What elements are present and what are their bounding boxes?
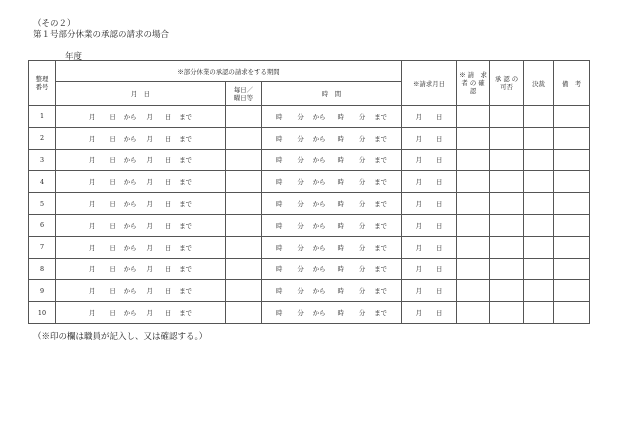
time-range-cell-word: 時 bbox=[275, 200, 283, 209]
form-subtitle: （その２） bbox=[33, 19, 76, 29]
table-row bbox=[29, 127, 590, 149]
time-range-cell-word: 時 bbox=[337, 134, 344, 143]
date-range-cell-word: から bbox=[123, 134, 137, 143]
approval-cell[interactable] bbox=[490, 214, 524, 236]
date-range-cell-word: 月 bbox=[146, 243, 153, 252]
time-range-cell-word: 分 bbox=[297, 221, 304, 230]
time-range-cell-word: まで bbox=[374, 265, 388, 274]
time-range-cell-word: 分 bbox=[297, 112, 304, 121]
date-range-cell[interactable] bbox=[56, 258, 226, 280]
date-range-cell-word: から bbox=[123, 287, 137, 296]
request-date-cell-word: 日 bbox=[436, 309, 443, 318]
time-range-cell-word: まで bbox=[374, 309, 388, 318]
time-range-cell-word: 分 bbox=[358, 156, 366, 165]
time-range-cell-word: 分 bbox=[297, 200, 304, 209]
date-range-cell-word: 月 bbox=[146, 221, 153, 230]
date-range-cell-word: 日 bbox=[164, 112, 172, 121]
request-date-cell-word: 月 bbox=[415, 221, 423, 230]
confirmation-cell[interactable] bbox=[457, 258, 490, 280]
date-range-cell-word: 日 bbox=[109, 178, 116, 187]
table-row bbox=[29, 236, 590, 258]
time-range-cell-word: 分 bbox=[297, 243, 304, 252]
weekday-cell[interactable] bbox=[226, 171, 262, 193]
request-date-cell[interactable] bbox=[402, 214, 457, 236]
date-range-cell-word: まで bbox=[179, 265, 193, 274]
date-range-cell-word: まで bbox=[179, 178, 193, 187]
request-date-cell-word: 日 bbox=[436, 221, 443, 230]
time-range-cell-word: まで bbox=[374, 287, 388, 296]
decision-cell[interactable] bbox=[524, 214, 554, 236]
decision-cell[interactable] bbox=[524, 302, 554, 324]
time-range-cell-word: から bbox=[312, 156, 326, 165]
time-range-cell[interactable] bbox=[262, 302, 402, 324]
request-date-cell-word: 日 bbox=[436, 200, 443, 209]
date-range-cell-word: 月 bbox=[146, 265, 153, 274]
remarks-cell[interactable] bbox=[554, 127, 590, 149]
time-range-cell[interactable] bbox=[262, 149, 402, 171]
date-range-cell-word: 日 bbox=[164, 287, 172, 296]
time-range-cell-word: 時 bbox=[275, 178, 283, 187]
request-date-cell-word: 月 bbox=[415, 178, 423, 187]
time-range-cell[interactable] bbox=[262, 258, 402, 280]
time-range-cell-word: から bbox=[312, 287, 326, 296]
table-row bbox=[29, 149, 590, 171]
time-range-cell-word: 時 bbox=[275, 112, 283, 121]
request-date-cell-word: 月 bbox=[415, 287, 423, 296]
time-range-cell-word: 時 bbox=[337, 156, 344, 165]
decision-cell[interactable] bbox=[524, 236, 554, 258]
request-date-cell-word: 月 bbox=[415, 243, 423, 252]
time-range-cell-word: 分 bbox=[358, 134, 366, 143]
date-range-cell-word: から bbox=[123, 112, 137, 121]
time-range-cell-word: 分 bbox=[358, 112, 366, 121]
approval-cell[interactable] bbox=[490, 149, 524, 171]
time-range-cell-word: 分 bbox=[358, 243, 366, 252]
date-range-cell-word: 日 bbox=[164, 134, 172, 143]
time-range-cell-word: 時 bbox=[337, 221, 344, 230]
column-header-decision: 決裁 bbox=[524, 61, 554, 106]
request-date-cell-word: 月 bbox=[415, 134, 423, 143]
weekday-cell[interactable] bbox=[226, 149, 262, 171]
date-range-cell-word: 月 bbox=[146, 309, 153, 318]
request-date-cell[interactable] bbox=[402, 258, 457, 280]
column-header-request-date: ※請求月日 bbox=[402, 61, 457, 106]
row-number: 2 bbox=[29, 127, 56, 149]
approval-cell[interactable] bbox=[490, 127, 524, 149]
date-range-cell[interactable] bbox=[56, 280, 226, 302]
row-number: 8 bbox=[29, 258, 56, 280]
time-range-cell-word: 時 bbox=[275, 265, 283, 274]
request-date-cell-word: 日 bbox=[436, 243, 443, 252]
request-date-cell-word: 日 bbox=[436, 134, 443, 143]
date-range-cell-word: 月 bbox=[88, 287, 96, 296]
column-header-number: 整理 番号 bbox=[29, 61, 56, 106]
confirmation-cell[interactable] bbox=[457, 280, 490, 302]
weekday-cell[interactable] bbox=[226, 127, 262, 149]
time-range-cell-word: 時 bbox=[275, 134, 283, 143]
decision-cell[interactable] bbox=[524, 106, 554, 128]
date-range-cell-word: 日 bbox=[109, 287, 116, 296]
column-header-time: 時 間 bbox=[262, 82, 402, 106]
confirmation-cell[interactable] bbox=[457, 106, 490, 128]
date-range-cell-word: 月 bbox=[146, 156, 153, 165]
confirmation-cell[interactable] bbox=[457, 302, 490, 324]
date-range-cell-word: まで bbox=[179, 200, 193, 209]
table-row bbox=[29, 214, 590, 236]
confirmation-cell[interactable] bbox=[457, 193, 490, 215]
weekday-cell[interactable] bbox=[226, 214, 262, 236]
time-range-cell-word: 分 bbox=[358, 309, 366, 318]
row-number: 1 bbox=[29, 106, 56, 128]
time-range-cell-word: 分 bbox=[297, 265, 304, 274]
time-range-cell-word: から bbox=[312, 112, 326, 121]
date-range-cell-word: 月 bbox=[88, 243, 96, 252]
remarks-cell[interactable] bbox=[554, 193, 590, 215]
date-range-cell-word: 日 bbox=[164, 243, 172, 252]
time-range-cell-word: まで bbox=[374, 178, 388, 187]
approval-cell[interactable] bbox=[490, 171, 524, 193]
time-range-cell-word: まで bbox=[374, 112, 388, 121]
request-date-cell[interactable] bbox=[402, 106, 457, 128]
remarks-cell[interactable] bbox=[554, 258, 590, 280]
row-number: 3 bbox=[29, 149, 56, 171]
request-date-cell[interactable] bbox=[402, 149, 457, 171]
time-range-cell-word: から bbox=[312, 221, 326, 230]
date-range-cell-word: から bbox=[123, 221, 137, 230]
time-range-cell-word: から bbox=[312, 309, 326, 318]
table-row bbox=[29, 171, 590, 193]
date-range-cell-word: まで bbox=[179, 287, 193, 296]
date-range-cell-word: まで bbox=[179, 134, 193, 143]
weekday-cell[interactable] bbox=[226, 258, 262, 280]
date-range-cell[interactable] bbox=[56, 171, 226, 193]
date-range-cell-word: 月 bbox=[88, 309, 96, 318]
time-range-cell-word: 時 bbox=[337, 112, 344, 121]
date-range-cell-word: 日 bbox=[109, 265, 116, 274]
remarks-cell[interactable] bbox=[554, 149, 590, 171]
table-row bbox=[29, 106, 590, 128]
date-range-cell[interactable] bbox=[56, 127, 226, 149]
date-range-cell-word: 日 bbox=[164, 200, 172, 209]
decision-cell[interactable] bbox=[524, 171, 554, 193]
form-title: 第１号部分休業の承認の請求の場合 bbox=[33, 30, 170, 40]
row-number: 4 bbox=[29, 171, 56, 193]
table-row bbox=[29, 193, 590, 215]
request-date-cell-word: 月 bbox=[415, 112, 423, 121]
time-range-cell-word: 分 bbox=[297, 178, 304, 187]
date-range-cell-word: 月 bbox=[146, 287, 153, 296]
date-range-cell-word: から bbox=[123, 243, 137, 252]
approval-cell[interactable] bbox=[490, 236, 524, 258]
date-range-cell-word: 月 bbox=[88, 221, 96, 230]
table-row bbox=[29, 258, 590, 280]
time-range-cell-word: 時 bbox=[337, 287, 344, 296]
time-range-cell-word: 時 bbox=[275, 156, 283, 165]
approval-cell[interactable] bbox=[490, 302, 524, 324]
date-range-cell-word: 月 bbox=[88, 112, 96, 121]
date-range-cell-word: から bbox=[123, 309, 137, 318]
row-number: 5 bbox=[29, 193, 56, 215]
request-date-cell[interactable] bbox=[402, 193, 457, 215]
approval-cell[interactable] bbox=[490, 258, 524, 280]
date-range-cell-word: まで bbox=[179, 309, 193, 318]
remarks-cell[interactable] bbox=[554, 236, 590, 258]
request-date-cell[interactable] bbox=[402, 302, 457, 324]
row-number: 7 bbox=[29, 236, 56, 258]
time-range-cell-word: 分 bbox=[297, 156, 304, 165]
row-number: 9 bbox=[29, 280, 56, 302]
request-date-cell-word: 月 bbox=[415, 200, 423, 209]
time-range-cell-word: 分 bbox=[297, 309, 304, 318]
time-range-cell[interactable] bbox=[262, 127, 402, 149]
remarks-cell[interactable] bbox=[554, 280, 590, 302]
time-range-cell-word: から bbox=[312, 265, 326, 274]
date-range-cell[interactable] bbox=[56, 193, 226, 215]
time-range-cell-word: 分 bbox=[358, 287, 366, 296]
time-range-cell-word: まで bbox=[374, 134, 388, 143]
row-number: 6 bbox=[29, 214, 56, 236]
date-range-cell-word: 月 bbox=[88, 134, 96, 143]
row-number: 10 bbox=[29, 302, 56, 324]
time-range-cell[interactable] bbox=[262, 193, 402, 215]
time-range-cell[interactable] bbox=[262, 280, 402, 302]
column-header-weekday: 毎日／ 曜日等 bbox=[226, 82, 262, 106]
time-range-cell-word: 分 bbox=[297, 287, 304, 296]
decision-cell[interactable] bbox=[524, 258, 554, 280]
date-range-cell-word: 日 bbox=[109, 200, 116, 209]
time-range-cell[interactable] bbox=[262, 106, 402, 128]
time-range-cell-word: まで bbox=[374, 200, 388, 209]
date-range-cell-word: 日 bbox=[164, 309, 172, 318]
time-range-cell-word: 時 bbox=[337, 243, 344, 252]
remarks-cell[interactable] bbox=[554, 106, 590, 128]
remarks-cell[interactable] bbox=[554, 171, 590, 193]
time-range-cell-word: から bbox=[312, 178, 326, 187]
request-date-cell-word: 月 bbox=[415, 265, 423, 274]
date-range-cell-word: から bbox=[123, 178, 137, 187]
date-range-cell[interactable] bbox=[56, 214, 226, 236]
weekday-cell[interactable] bbox=[226, 236, 262, 258]
decision-cell[interactable] bbox=[524, 149, 554, 171]
time-range-cell-word: 時 bbox=[275, 287, 283, 296]
weekday-cell[interactable] bbox=[226, 302, 262, 324]
time-range-cell-word: 時 bbox=[337, 309, 344, 318]
table-row bbox=[29, 302, 590, 324]
date-range-cell-word: 日 bbox=[164, 156, 172, 165]
partial-leave-request-table bbox=[28, 60, 590, 324]
date-range-cell-word: 日 bbox=[164, 265, 172, 274]
date-range-cell-word: 日 bbox=[109, 156, 116, 165]
time-range-cell-word: 分 bbox=[358, 178, 366, 187]
date-range-cell[interactable] bbox=[56, 106, 226, 128]
weekday-cell[interactable] bbox=[226, 106, 262, 128]
request-date-cell-word: 月 bbox=[415, 309, 423, 318]
column-header-remarks: 備 考 bbox=[554, 61, 590, 106]
time-range-cell-word: 分 bbox=[297, 134, 304, 143]
fiscal-year-label: 年度 bbox=[65, 52, 83, 62]
time-range-cell[interactable] bbox=[262, 214, 402, 236]
date-range-cell-word: 日 bbox=[109, 243, 116, 252]
remarks-cell[interactable] bbox=[554, 214, 590, 236]
column-header-month-day: 月 日 bbox=[56, 82, 226, 106]
request-date-cell[interactable] bbox=[402, 127, 457, 149]
date-range-cell[interactable] bbox=[56, 236, 226, 258]
date-range-cell-word: 月 bbox=[88, 156, 96, 165]
date-range-cell-word: 日 bbox=[164, 221, 172, 230]
date-range-cell-word: 月 bbox=[88, 200, 96, 209]
time-range-cell-word: 分 bbox=[358, 221, 366, 230]
approval-cell[interactable] bbox=[490, 280, 524, 302]
date-range-cell-word: まで bbox=[179, 243, 193, 252]
date-range-cell[interactable] bbox=[56, 302, 226, 324]
time-range-cell-word: まで bbox=[374, 243, 388, 252]
weekday-cell[interactable] bbox=[226, 280, 262, 302]
time-range-cell[interactable] bbox=[262, 171, 402, 193]
approval-cell[interactable] bbox=[490, 193, 524, 215]
time-range-cell-word: 分 bbox=[358, 265, 366, 274]
decision-cell[interactable] bbox=[524, 127, 554, 149]
decision-cell[interactable] bbox=[524, 280, 554, 302]
date-range-cell-word: 月 bbox=[88, 265, 96, 274]
time-range-cell-word: 時 bbox=[275, 309, 283, 318]
time-range-cell-word: から bbox=[312, 243, 326, 252]
table-row bbox=[29, 280, 590, 302]
request-date-cell-word: 日 bbox=[436, 112, 443, 121]
confirmation-cell[interactable] bbox=[457, 149, 490, 171]
date-range-cell-word: まで bbox=[179, 112, 193, 121]
column-header-requester-confirmation: ※ 請 求 者 の 確 認 bbox=[457, 61, 490, 106]
request-date-cell[interactable] bbox=[402, 280, 457, 302]
time-range-cell-word: 時 bbox=[337, 178, 344, 187]
request-date-cell[interactable] bbox=[402, 171, 457, 193]
request-date-cell-word: 月 bbox=[415, 156, 423, 165]
date-range-cell-word: 日 bbox=[109, 309, 116, 318]
date-range-cell-word: まで bbox=[179, 221, 193, 230]
date-range-cell-word: 月 bbox=[146, 134, 153, 143]
date-range-cell-word: 日 bbox=[109, 221, 116, 230]
date-range-cell-word: から bbox=[123, 156, 137, 165]
request-date-cell-word: 日 bbox=[436, 156, 443, 165]
time-range-cell-word: まで bbox=[374, 156, 388, 165]
date-range-cell-word: 日 bbox=[109, 134, 116, 143]
date-range-cell-word: 日 bbox=[109, 112, 116, 121]
footer-note: （※印の欄は職員が記入し、又は確認する。） bbox=[33, 332, 208, 342]
time-range-cell-word: 時 bbox=[337, 265, 344, 274]
time-range-cell-word: 時 bbox=[337, 200, 344, 209]
date-range-cell-word: から bbox=[123, 200, 137, 209]
date-range-cell-word: 月 bbox=[146, 178, 153, 187]
confirmation-cell[interactable] bbox=[457, 127, 490, 149]
time-range-cell-word: から bbox=[312, 134, 326, 143]
column-header-request-period: ※部分休業の承認の請求をする期間 bbox=[56, 61, 402, 82]
weekday-cell[interactable] bbox=[226, 193, 262, 215]
request-date-cell-word: 日 bbox=[436, 265, 443, 274]
date-range-cell-word: 月 bbox=[88, 178, 96, 187]
date-range-cell-word: 月 bbox=[146, 200, 153, 209]
confirmation-cell[interactable] bbox=[457, 214, 490, 236]
time-range-cell-word: 時 bbox=[275, 221, 283, 230]
time-range-cell-word: から bbox=[312, 200, 326, 209]
date-range-cell-word: まで bbox=[179, 156, 193, 165]
request-date-cell-word: 日 bbox=[436, 287, 443, 296]
date-range-cell-word: 月 bbox=[146, 112, 153, 121]
request-date-cell-word: 日 bbox=[436, 178, 443, 187]
decision-cell[interactable] bbox=[524, 193, 554, 215]
confirmation-cell[interactable] bbox=[457, 171, 490, 193]
date-range-cell-word: 日 bbox=[164, 178, 172, 187]
request-date-cell[interactable] bbox=[402, 236, 457, 258]
time-range-cell-word: 分 bbox=[358, 200, 366, 209]
date-range-cell-word: から bbox=[123, 265, 137, 274]
time-range-cell[interactable] bbox=[262, 236, 402, 258]
column-header-approval: 承 認 の 可否 bbox=[490, 61, 524, 106]
time-range-cell-word: 時 bbox=[275, 243, 283, 252]
confirmation-cell[interactable] bbox=[457, 236, 490, 258]
remarks-cell[interactable] bbox=[554, 302, 590, 324]
time-range-cell-word: まで bbox=[374, 221, 388, 230]
approval-cell[interactable] bbox=[490, 106, 524, 128]
date-range-cell[interactable] bbox=[56, 149, 226, 171]
